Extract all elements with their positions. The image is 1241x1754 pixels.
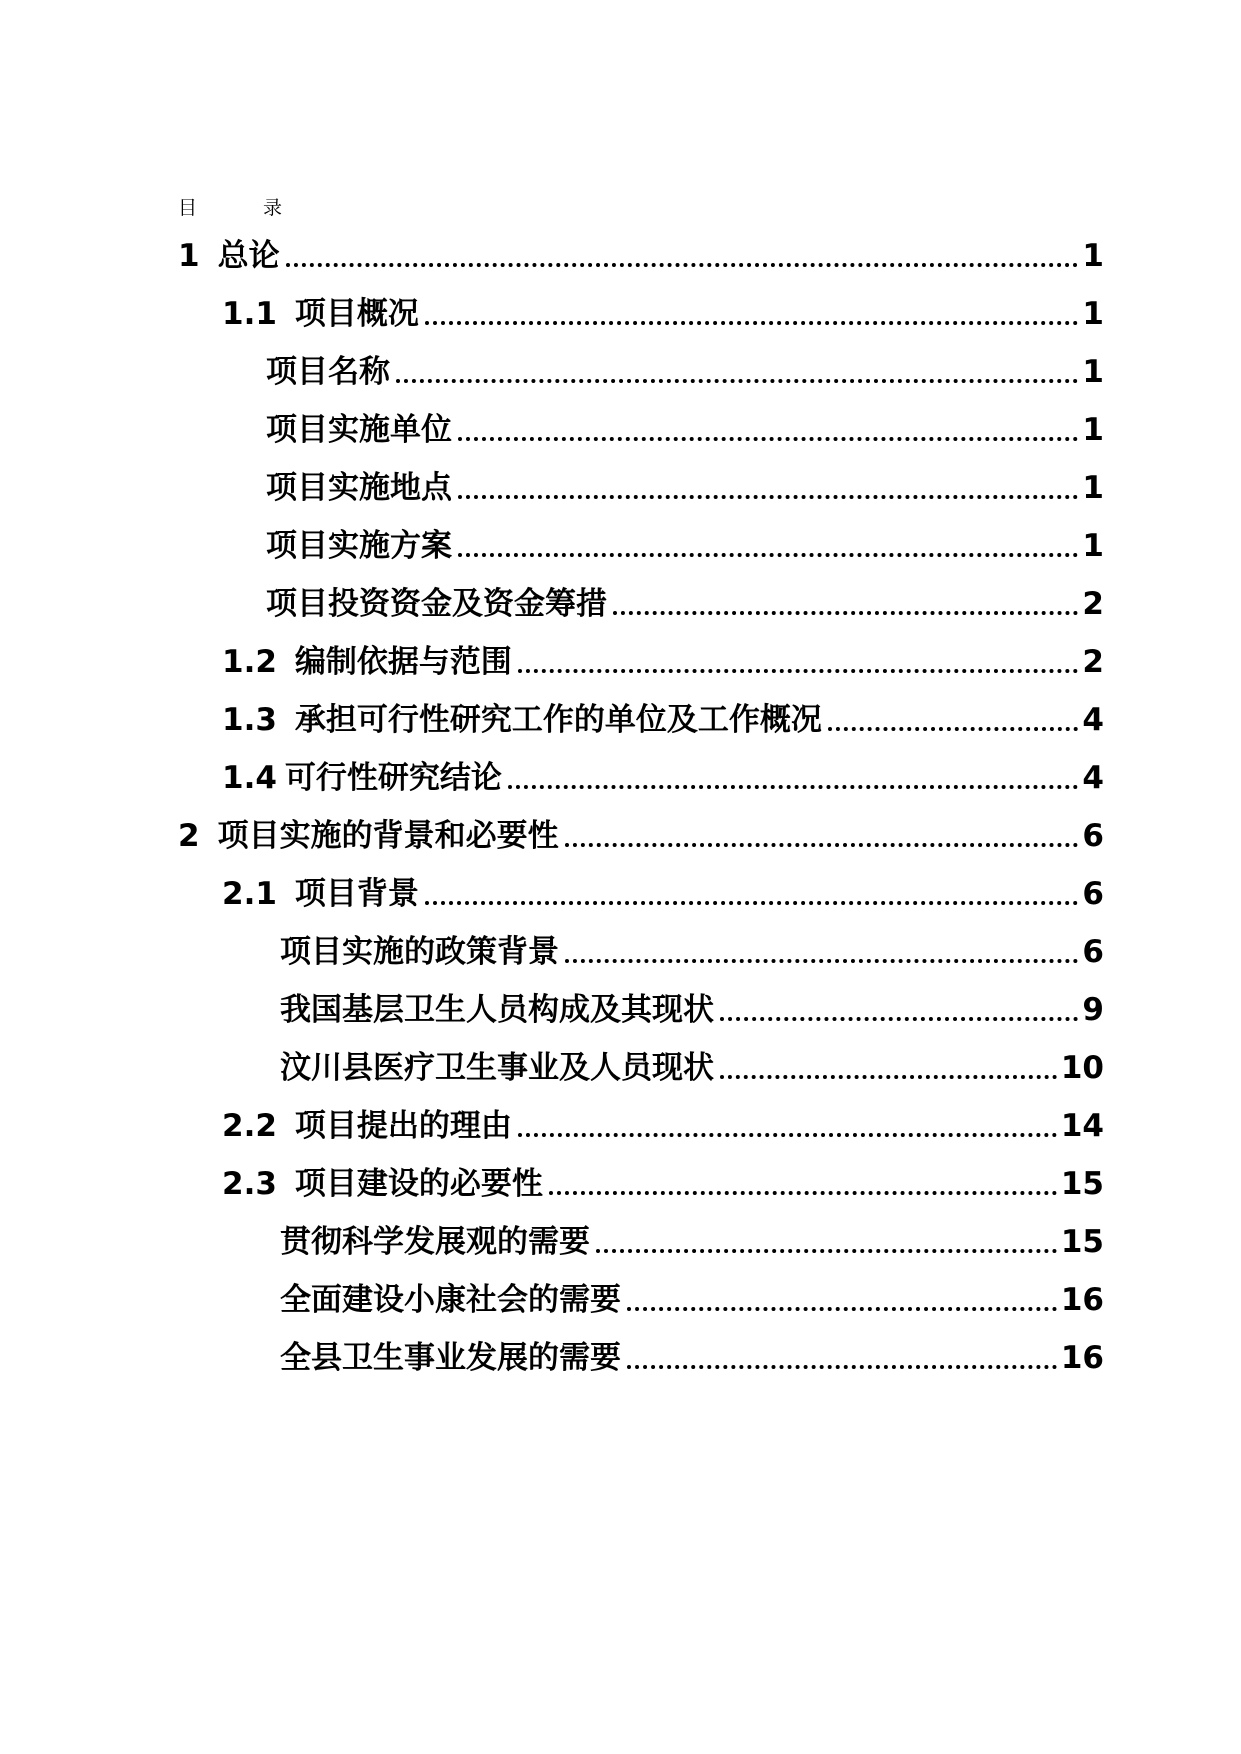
toc-entry-title: 项目实施地点: [266, 470, 452, 506]
toc-entry-number: 2.1: [222, 876, 277, 912]
toc-entry-page: 14: [1060, 1108, 1104, 1144]
dot-leader: [458, 553, 1078, 557]
toc-entry-label: [280, 1222, 590, 1262]
dot-leader: [613, 611, 1078, 615]
toc-entry[interactable]: [266, 464, 1104, 508]
toc-entry-number: 1: [178, 238, 200, 274]
toc-entry-page: 15: [1060, 1224, 1104, 1260]
toc-entry-page: 1: [1082, 354, 1104, 390]
toc-entry[interactable]: [280, 1334, 1104, 1378]
toc-entry-page: 1: [1082, 470, 1104, 506]
toc-entry-number: 2.2: [222, 1108, 277, 1144]
toc-entry-title: 项目实施方案: [266, 528, 452, 564]
dot-leader: [565, 959, 1078, 963]
toc-entry-title: 项目背景: [294, 876, 419, 912]
toc-entry[interactable]: [280, 1218, 1104, 1262]
toc-entry-label: [222, 1106, 512, 1146]
toc-entry-label: [280, 1280, 621, 1320]
toc-entry[interactable]: [222, 870, 1104, 914]
toc-entry-label: [266, 352, 390, 392]
toc-entry-number: 1.3: [222, 702, 277, 738]
toc-entry-title: 我国基层卫生人员构成及其现状: [280, 992, 714, 1028]
dot-leader: [396, 379, 1078, 383]
toc-entry[interactable]: [178, 232, 1104, 276]
toc-entry-title: 可行性研究结论: [284, 760, 502, 796]
toc-entry-page: 4: [1082, 702, 1104, 738]
toc-entry-number: 1.2: [222, 644, 277, 680]
toc-entry[interactable]: [280, 1276, 1104, 1320]
dot-leader: [518, 1133, 1057, 1137]
toc-entry[interactable]: [222, 1102, 1104, 1146]
dot-leader: [596, 1249, 1057, 1253]
toc-entry-title: 项目实施的背景和必要性: [217, 818, 559, 854]
dot-leader: [828, 727, 1079, 731]
toc-entry-label: [266, 468, 452, 508]
dot-leader: [565, 843, 1079, 847]
toc-entry-page: 4: [1082, 760, 1104, 796]
toc-entry-label: [222, 642, 512, 682]
dot-leader: [627, 1365, 1057, 1369]
dot-leader: [458, 437, 1078, 441]
dot-leader: [425, 321, 1079, 325]
toc-entry[interactable]: [280, 986, 1104, 1030]
toc-entry-label: [280, 1338, 621, 1378]
dot-leader: [720, 1075, 1057, 1079]
toc-entry-label: [280, 990, 714, 1030]
toc-entry-label: [222, 758, 502, 798]
toc-entry[interactable]: [222, 290, 1104, 334]
toc-entry-page: 15: [1060, 1166, 1104, 1202]
toc-entry-label: [222, 700, 822, 740]
toc-entry-title: 汶川县医疗卫生事业及人员现状: [280, 1050, 714, 1086]
toc-entry[interactable]: [178, 812, 1104, 856]
toc-entry-number: 2.3: [222, 1166, 277, 1202]
dot-leader: [425, 901, 1079, 905]
dot-leader: [720, 1017, 1078, 1021]
toc-entry-page: 2: [1082, 644, 1104, 680]
toc-entry-label: [266, 526, 452, 566]
toc-entry[interactable]: [280, 928, 1104, 972]
toc-entry[interactable]: [266, 580, 1104, 624]
toc-entry-title: 项目实施单位: [266, 412, 452, 448]
toc-entry-page: 16: [1060, 1340, 1104, 1376]
toc-entry[interactable]: [266, 406, 1104, 450]
toc-entry-page: 1: [1082, 412, 1104, 448]
toc-entry-title: 项目实施的政策背景: [280, 934, 559, 970]
toc-entry-title: 项目名称: [266, 354, 390, 390]
toc-entry-page: 1: [1082, 238, 1104, 274]
toc-entry-page: 6: [1082, 818, 1104, 854]
toc-entry-title: 编制依据与范围: [294, 644, 512, 680]
toc-entry-label: [280, 932, 559, 972]
toc-entry-title: 项目概况: [294, 296, 419, 332]
toc-entry-label: [178, 816, 559, 856]
toc-entry-label: [222, 294, 419, 334]
dot-leader: [549, 1191, 1057, 1195]
toc-entry-title: 项目投资资金及资金筹措: [266, 586, 607, 622]
toc-entry-number: 1.4: [222, 760, 277, 796]
toc-entry-label: [222, 1164, 543, 1204]
dot-leader: [518, 669, 1079, 673]
toc-entry-number: 2: [178, 818, 200, 854]
toc-entry-label: [222, 874, 419, 914]
toc-entry[interactable]: [266, 348, 1104, 392]
toc-entry-page: 9: [1082, 992, 1104, 1028]
toc-entry-page: 10: [1060, 1050, 1104, 1086]
dot-leader: [286, 263, 1079, 267]
toc-entry[interactable]: [222, 638, 1104, 682]
toc-entry-title: 全面建设小康社会的需要: [280, 1282, 621, 1318]
toc-entry-title: 项目建设的必要性: [294, 1166, 543, 1202]
toc-entry-page: 1: [1082, 528, 1104, 564]
toc-entry-page: 6: [1082, 876, 1104, 912]
toc-entry-page: 16: [1060, 1282, 1104, 1318]
toc-entry-label: [280, 1048, 714, 1088]
toc-entry[interactable]: [280, 1044, 1104, 1088]
dot-leader: [508, 785, 1079, 789]
toc-entry-label: [266, 584, 607, 624]
toc-entry-title: 项目提出的理由: [294, 1108, 512, 1144]
toc-entry-label: [178, 236, 280, 276]
toc-entry-page: 1: [1082, 296, 1104, 332]
toc-entry-title: 贯彻科学发展观的需要: [280, 1224, 590, 1260]
toc-entry-title: 总论: [217, 238, 280, 274]
toc-entry-title: 全县卫生事业发展的需要: [280, 1340, 621, 1376]
toc-entry[interactable]: [222, 754, 1104, 798]
toc-heading: 目 录: [178, 197, 313, 219]
toc-entry[interactable]: [266, 522, 1104, 566]
toc-entry-page: 2: [1082, 586, 1104, 622]
toc-entry-page: 6: [1082, 934, 1104, 970]
toc-entry[interactable]: [222, 1160, 1104, 1204]
dot-leader: [458, 495, 1078, 499]
toc-entry-title: 承担可行性研究工作的单位及工作概况: [294, 702, 822, 738]
dot-leader: [627, 1307, 1057, 1311]
toc-entry[interactable]: [222, 696, 1104, 740]
toc-entry-label: [266, 410, 452, 450]
toc-entry-number: 1.1: [222, 296, 277, 332]
